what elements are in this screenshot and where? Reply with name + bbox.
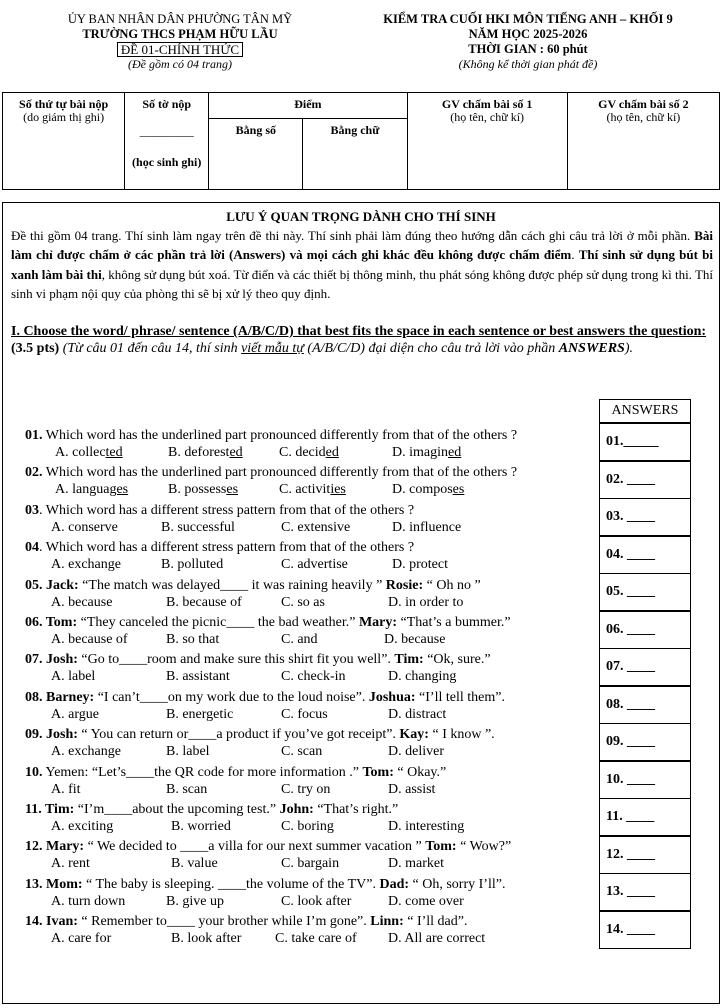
submission-number-label: Số thứ tự bài nộp	[19, 97, 109, 111]
answer-box-14[interactable]: 14. ____	[599, 911, 691, 949]
option-d: D. market	[388, 856, 444, 872]
question-number: 11. Tim:	[25, 802, 75, 817]
question-number: 08. Barney:	[25, 689, 95, 705]
answer-box-13[interactable]: 13. ____	[599, 873, 691, 911]
question-8	[25, 689, 600, 706]
question-number: 07. Josh:	[25, 652, 78, 668]
submission-number-note: (do giám thị ghi)	[23, 110, 105, 124]
question-7	[25, 651, 600, 668]
option-c: C. scan	[281, 744, 323, 760]
option-d: D. All are correct	[388, 931, 486, 947]
option-c: C. focus	[281, 706, 328, 722]
score-label: Điểm	[209, 93, 407, 119]
sheet-count-blank: _________	[139, 124, 194, 138]
option-a: A. collected	[55, 445, 123, 460]
notice-text-4: Thí sinh sử dụng bút bi xanh làm bài thi	[11, 247, 713, 282]
speaker-name: Rosie:	[385, 577, 424, 593]
speaker-name: Mary:	[358, 615, 398, 630]
answer-box-4[interactable]: 04. ____	[599, 536, 691, 574]
option-b: B. give up	[166, 893, 224, 909]
exam-title: KIỂM TRA CUỐI HKI MÔN TIẾNG ANH – KHỐI 9	[383, 12, 673, 26]
section-instr-2: viết mẫu tự	[241, 341, 304, 356]
question-number: 01.	[25, 428, 43, 443]
speaker-reply: “That’s a bummer.”	[397, 615, 511, 630]
option-c: C. boring	[281, 819, 334, 834]
question-10	[25, 764, 600, 781]
score-table	[2, 92, 720, 190]
section-instr-1: (Từ câu 01 đến câu 14, thí sinh	[62, 341, 242, 356]
option-a: A. argue	[51, 706, 99, 722]
question-text: “They canceled the picnic____ the bad weather.”	[77, 615, 359, 630]
page-count-note: (Đề gồm có 04 trang)	[128, 57, 232, 71]
option-b: B. look after	[171, 931, 242, 947]
speaker-name: Linn:	[370, 914, 404, 930]
option-c: C. advertise	[281, 557, 348, 573]
section-instr-5: ).	[624, 341, 634, 356]
option-a: A. because	[51, 594, 113, 610]
question-text: “ The baby is sleeping. ____the volume of the TV”.	[82, 876, 380, 892]
option-c: C. take care of	[275, 931, 357, 947]
option-c: C. activities	[279, 482, 346, 498]
speaker-name: John:	[279, 802, 314, 817]
question-text: . Which word has a different stress pattern from that of the others ?	[39, 540, 415, 556]
option-a: A. exchange	[51, 557, 121, 573]
answer-box-5[interactable]: 05. ____	[599, 573, 691, 611]
grader-1-cell[interactable]	[407, 93, 567, 190]
speaker-reply: “That’s right.”	[313, 802, 399, 817]
section-title: I. Choose the word/ phrase/ sentence (A/B/C/D) that best fits the space in each sentence or best answers the question:	[11, 324, 707, 339]
question-number: 10.	[25, 764, 43, 780]
option-d: D. come over	[388, 893, 464, 909]
answer-box-2[interactable]: 02. ____	[599, 461, 691, 499]
question-4	[25, 539, 600, 556]
question-number: 14. Ivan:	[25, 914, 78, 930]
question-text: “ We decided to ____a villa for our next summer vacation ”	[84, 839, 426, 855]
question-6	[25, 614, 600, 631]
question-number: 12. Mary:	[25, 839, 85, 855]
question-13	[25, 876, 600, 893]
notice-text-5: , không sử dụng bút xoá. Từ điển và các thiết bị thông minh, thu phát sóng không được phép sử dụng trong kì thi. Thí sinh vi phạm nội quy của phòng thi sẽ bị xử lý theo quy định.	[11, 266, 714, 301]
option-d: D. assist	[388, 781, 436, 797]
question-14	[25, 913, 600, 930]
option-b: B. assistant	[166, 669, 230, 685]
option-d: D. distract	[388, 706, 447, 722]
option-a: A. fit	[51, 781, 81, 797]
speaker-reply: “ Wow?”	[456, 839, 512, 855]
answer-box-11[interactable]: 11. ____	[599, 798, 691, 836]
option-d: D. deliver	[388, 744, 444, 760]
question-text: “ Remember to____ your brother while I’m gone”.	[77, 914, 371, 930]
speaker-reply: “ I’ll dad”.	[403, 914, 468, 930]
question-1	[25, 427, 600, 444]
notice-text-1: Đề thi gồm 04 trang. Thí sinh làm ngay trên đề thi này. Thí sinh phải làm đúng theo hướng dẫn cách ghi câu trả lời ở mỗi phần.	[11, 228, 695, 243]
grader-2-label: GV chấm bài số 2	[598, 97, 689, 111]
question-number: 09. Josh:	[25, 727, 78, 743]
option-b: B. successful	[161, 519, 235, 535]
sheet-count-label: Số tờ nộp	[142, 97, 192, 111]
option-d: D. interesting	[388, 819, 465, 834]
speaker-reply: “ Oh no ”	[423, 577, 481, 593]
notice-title: LƯU Ý QUAN TRỌNG DÀNH CHO THÍ SINH	[226, 209, 496, 224]
notice-text-3: .	[571, 247, 579, 263]
exam-content	[2, 202, 720, 1004]
speaker-reply: “I’ll tell them”.	[415, 689, 505, 705]
option-b: B. scan	[166, 781, 208, 797]
option-a: A. exciting	[51, 819, 114, 834]
ward-name: ỦY BAN NHÂN DÂN PHƯỜNG TÂN MỸ	[67, 12, 293, 26]
school-year: NĂM HỌC 2025-2026	[468, 27, 588, 41]
answer-box-1[interactable]: 01._____	[599, 423, 691, 461]
option-a: A. exchange	[51, 744, 121, 760]
question-text: “ You can return or____a product if you’ve got receipt”.	[77, 727, 400, 743]
question-5	[25, 577, 600, 594]
answer-box-9[interactable]: 09. ____	[599, 723, 691, 761]
speaker-name: Dad:	[379, 876, 410, 892]
question-number: 03	[25, 502, 39, 518]
question-11	[25, 801, 600, 818]
question-12	[25, 838, 600, 855]
answer-box-8[interactable]: 08. ____	[599, 686, 691, 724]
speaker-name: Joshua:	[368, 689, 416, 705]
section-instr-4: ANSWERS	[558, 341, 625, 356]
answer-box-7[interactable]: 07. ____	[599, 648, 691, 686]
exam-code: ĐỀ 01-CHÍNH THỨC	[117, 42, 243, 57]
option-b: B. so that	[166, 632, 220, 647]
speaker-name: Kay:	[399, 727, 429, 743]
option-b: B. energetic	[166, 706, 234, 722]
option-c: C. and	[281, 632, 318, 647]
score-number-cell[interactable]: Bằng số	[209, 119, 303, 190]
grader-1-note: (họ tên, chữ kí)	[450, 110, 525, 124]
option-c: C. look after	[281, 893, 352, 909]
notice-body	[11, 226, 713, 303]
score-words-cell[interactable]: Bằng chữ	[303, 119, 407, 190]
option-b: B. because of	[166, 594, 242, 610]
speaker-name: Tom:	[362, 764, 394, 780]
option-d: D. in order to	[388, 594, 464, 610]
option-a: A. label	[51, 669, 96, 685]
option-d: D. imagined	[392, 445, 462, 460]
sheet-count-cell[interactable]	[125, 93, 209, 190]
option-b: B. polluted	[161, 557, 224, 573]
option-d: D. influence	[392, 519, 462, 535]
question-number: 06. Tom:	[25, 615, 78, 630]
option-c: C. check-in	[281, 669, 346, 685]
option-c: C. try on	[281, 781, 331, 797]
exam-time: THỜI GIAN : 60 phút	[468, 42, 588, 56]
answer-box-6[interactable]: 06. ____	[599, 611, 691, 649]
option-a: A. because of	[51, 632, 128, 647]
section-instr-3: (A/B/C/D) đại diện cho câu trả lời vào phần	[303, 341, 559, 356]
speaker-reply: “Ok, sure.”	[423, 652, 491, 668]
speaker-reply: “ Oh, sorry I’ll”.	[409, 876, 506, 892]
option-d: D. changing	[388, 669, 457, 685]
speaker-name: Tim:	[394, 652, 424, 668]
question-text: Yemen: “Let’s____the QR code for more information .”	[42, 764, 363, 780]
question-9	[25, 726, 600, 743]
option-b: B. value	[171, 856, 218, 872]
question-text: “I can’t____on my work due to the loud noise”.	[94, 689, 369, 705]
school-name: TRƯỜNG THCS PHẠM HỮU LẦU	[82, 27, 278, 41]
answer-box-10[interactable]: 10. ____	[599, 761, 691, 799]
sheet-count-note: (học sinh ghi)	[132, 155, 202, 169]
option-c: C. decided	[279, 445, 339, 460]
notice-text-2: Bài làm chỉ được chấm ở các phần trả lời (Answers) và mọi cách ghi khác đều không được chấm điểm	[11, 228, 713, 263]
option-b: B. worried	[171, 819, 231, 834]
option-a: A. rent	[51, 856, 90, 872]
option-b: B. possesses	[168, 482, 239, 498]
grader-1-label: GV chấm bài số 1	[441, 97, 533, 111]
option-a: A. languages	[55, 482, 129, 498]
answer-box-3[interactable]: 03. ____	[599, 498, 691, 536]
speaker-reply: “ Okay.”	[393, 764, 447, 780]
option-a: A. turn down	[51, 893, 126, 909]
option-c: C. extensive	[281, 519, 351, 535]
option-c: C. so as	[281, 594, 325, 610]
option-c: C. bargain	[281, 856, 340, 872]
time-note: (Không kể thời gian phát đề)	[458, 57, 598, 71]
section-heading	[11, 323, 711, 357]
question-text: Which word has the underlined part pronounced differently from that of the others ?	[42, 428, 518, 443]
question-text: “Go to____room and make sure this shirt fit you well”.	[77, 652, 395, 668]
question-text: Which word has the underlined part pronounced differently from that of the others ?	[42, 465, 518, 481]
option-d: D. protect	[392, 557, 448, 573]
answers-header: ANSWERS	[599, 399, 691, 423]
submission-number-cell[interactable]	[3, 93, 125, 190]
answer-box-12[interactable]: 12. ____	[599, 836, 691, 874]
option-a: A. conserve	[51, 519, 118, 535]
option-d: D. composes	[392, 482, 465, 498]
question-text: “The match was delayed____ it was raining heavily ”	[78, 577, 386, 593]
option-a: A. care for	[51, 931, 112, 947]
question-number: 13. Mom:	[25, 876, 83, 892]
option-d: D. because	[384, 632, 446, 647]
question-text: . Which word has a different stress pattern from that of the others ?	[39, 502, 415, 518]
section-points: (3.5 pts)	[11, 341, 63, 356]
speaker-name: Tom:	[425, 839, 457, 855]
speaker-reply: “ I know ”.	[428, 727, 495, 743]
question-number: 05. Jack:	[25, 577, 79, 593]
option-b: B. deforested	[168, 445, 243, 460]
grader-2-note: (họ tên, chữ kí)	[606, 110, 681, 124]
question-number: 04	[25, 540, 39, 556]
grader-2-cell[interactable]	[567, 93, 719, 190]
question-number: 02.	[25, 465, 43, 481]
question-2	[25, 464, 600, 481]
question-3	[25, 502, 600, 519]
header-left	[30, 12, 330, 72]
option-b: B. label	[166, 744, 210, 760]
header-right	[338, 12, 718, 72]
question-text: “I’m____about the upcoming test.”	[74, 802, 280, 817]
